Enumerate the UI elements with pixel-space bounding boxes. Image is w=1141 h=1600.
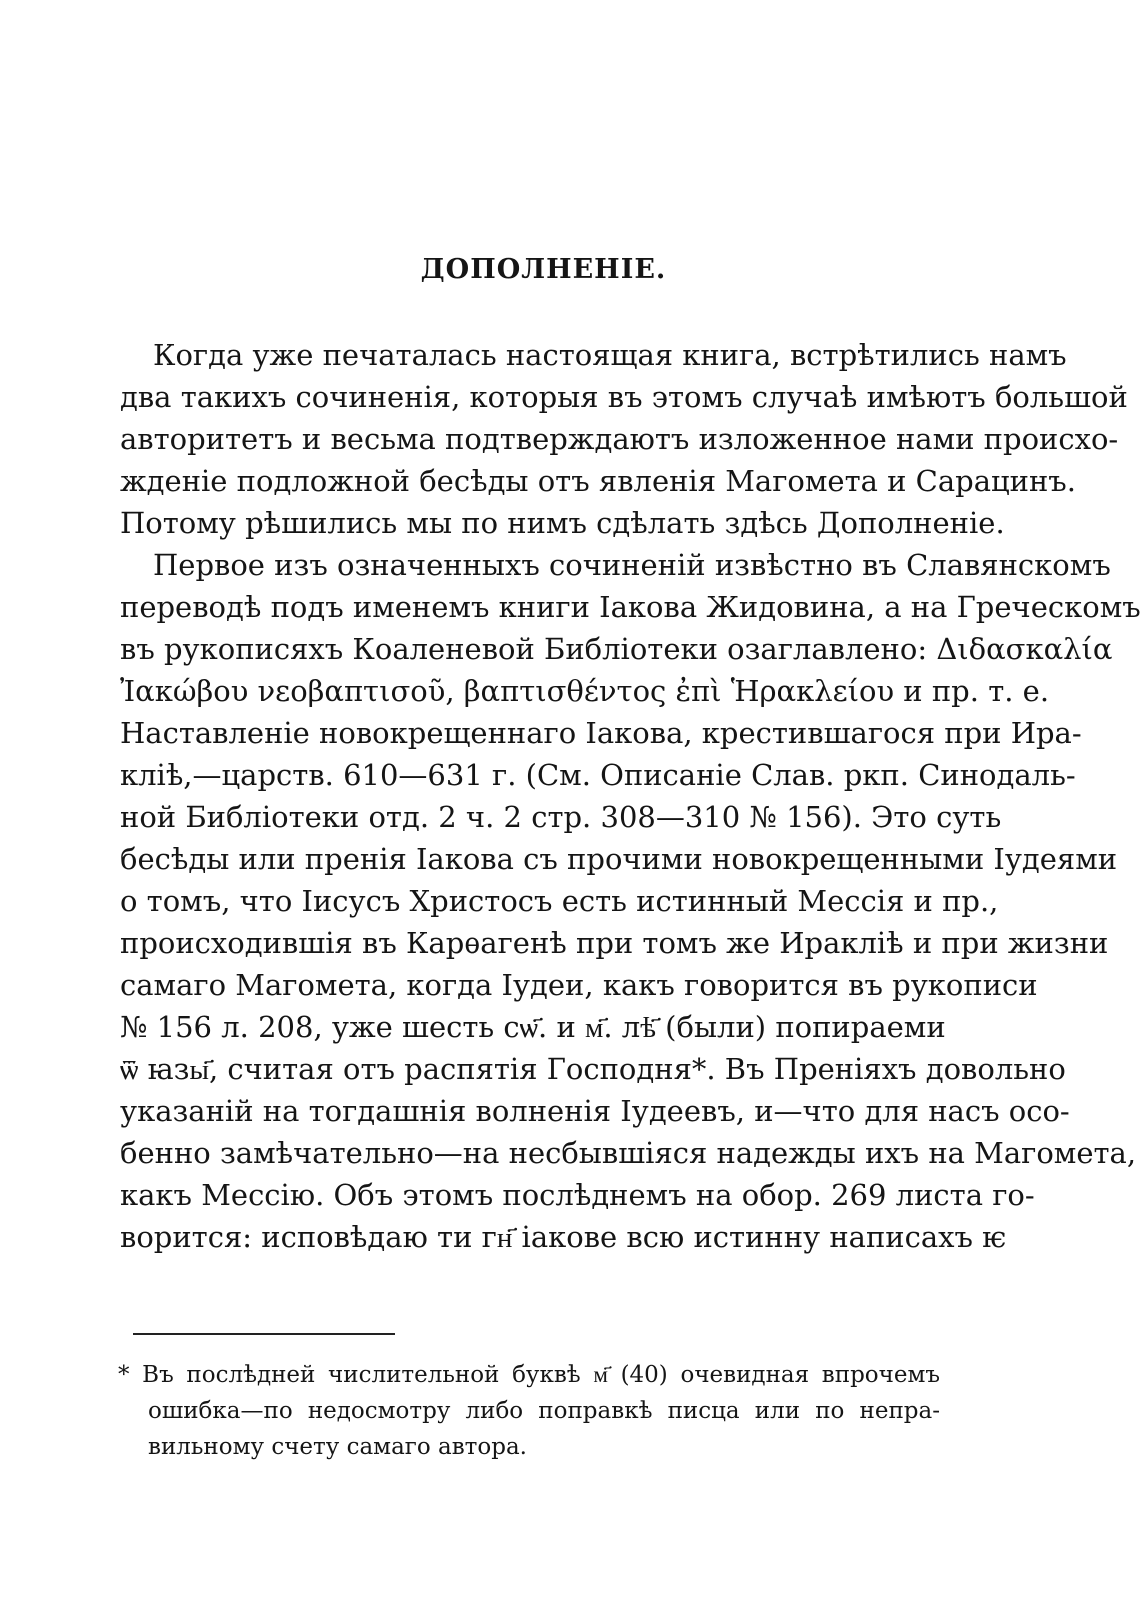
text-line: Когда уже печаталась настоящая книга, встрѣтились намъ [153,338,1067,372]
text-line: Первое изъ означенныхъ сочиненій извѣстно въ Славянскомъ [153,548,1111,582]
text-line: ной Библіотеки отд. 2 ч. 2 стр. 308—310 № 156). Это суть [120,800,1002,834]
text-line: переводѣ подъ именемъ книги Іакова Жидовина, а на Греческомъ [120,590,1141,624]
footnote-line: вильному счету самаго автора. [148,1434,527,1460]
footnote-line: * Въ послѣдней числительной буквѣ м҃ (40) очевидная впрочемъ [118,1362,940,1388]
text-line: жденіе подложной бесѣды отъ явленія Магомета и Сарацинъ. [120,464,1076,498]
page-heading: ДОПОЛНЕНІЕ. [420,254,667,285]
text-line: два такихъ сочиненія, которыя въ этомъ случаѣ имѣютъ большой [120,380,1128,414]
text-line: бесѣды или пренія Іакова съ прочими новокрещенными Іудеями [120,842,1118,876]
text-line: авторитетъ и весьма подтверждаютъ изложенное нами происхо- [120,422,1119,456]
text-line: самаго Магомета, когда Іудеи, какъ говорится въ рукописи [120,968,1038,1002]
text-line: ѿ ꙗзы҃, считая отъ распятія Господня*. Въ Преніяхъ довольно [120,1052,1066,1086]
footnote-line: ошибка—по недосмотру либо поправкѣ писца или по непра- [148,1398,940,1424]
footnote-divider [133,1333,395,1335]
text-line: указаній на тогдашнія волненія Іудеевъ, и—что для насъ осо- [120,1094,1070,1128]
text-line: въ рукописяхъ Коаленевой Библіотеки озаглавлено: Διδασκαλία [120,632,1113,666]
text-line: клiѣ,—царств. 610—631 г. (См. Описаніе Слав. ркп. Синодаль- [120,758,1076,792]
text-line: № 156 л. 208, уже шесть сѡ҃. и м҃. лѣ҃ (были) попираеми [120,1010,946,1044]
text-line: происходившія въ Карѳагенѣ при томъ же Ираклiѣ и при жизни [120,926,1109,960]
text-line: Наставленіе новокрещеннаго Іакова, крестившагося при Ира- [120,716,1082,750]
text-line: бенно замѣчательно—на несбывшіяся надежды ихъ на Магомета, [120,1136,1137,1170]
text-line: о томъ, что Іисусъ Христосъ есть истинный Мессія и пр., [120,884,999,918]
main-text [120,334,1141,1258]
text-line: ворится: исповѣдаю ти гн҃ іакове всю истинну написахъ ѥ [120,1220,1007,1254]
footnote [118,1357,940,1465]
text-line: какъ Мессію. Объ этомъ послѣднемъ на обор. 269 листа го- [120,1178,1035,1212]
text-line: Потому рѣшились мы по нимъ сдѣлать здѣсь Дополненіе. [120,506,1005,540]
text-line: Ἰακώβου νεοβαπτισοῦ, βαπτισθέντος ἐπὶ Ἡρακλείου и пр. т. е. [120,674,1050,708]
